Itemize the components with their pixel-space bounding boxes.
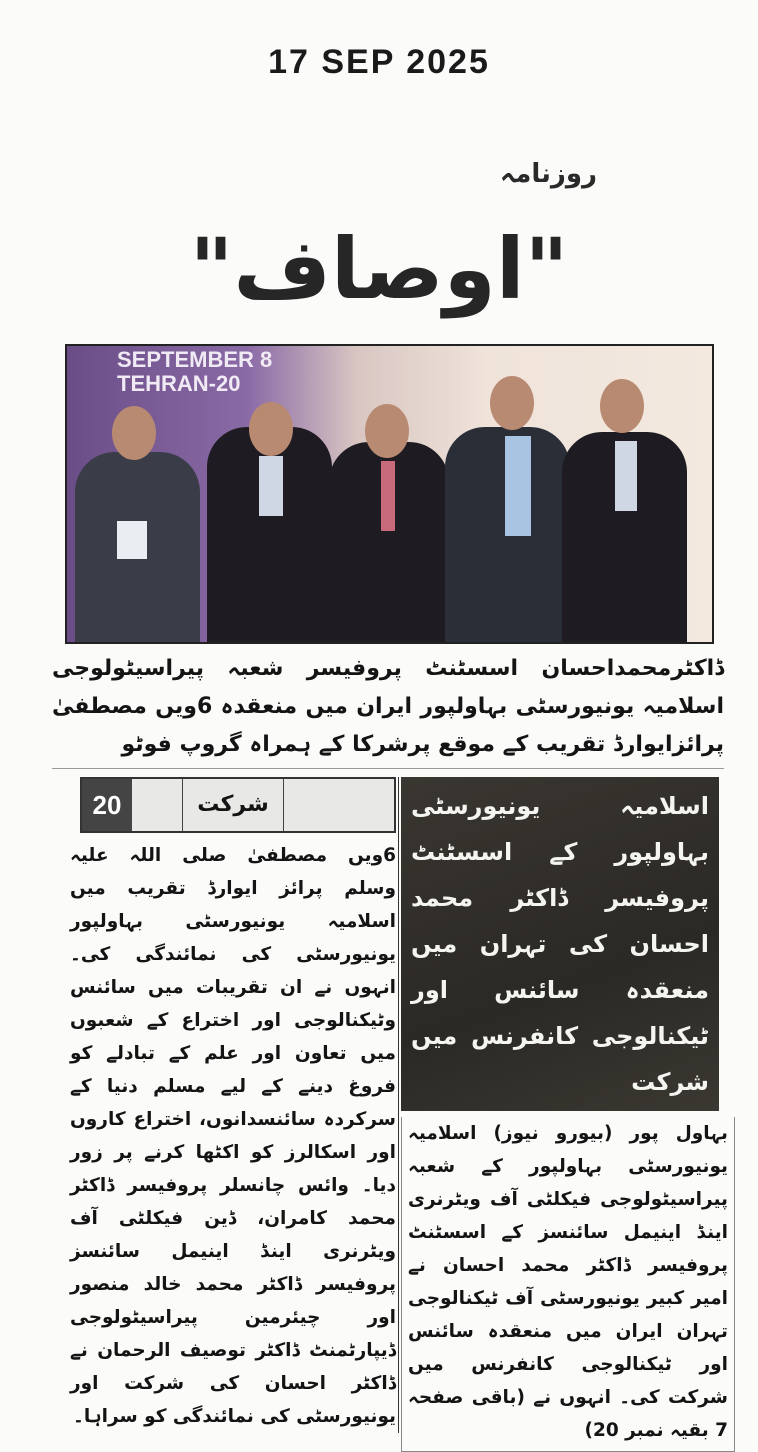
right-article-body: بہاول پور (بیورو نیوز) اسلامیہ یونیورسٹی بہاولپور کے شعبہ پیراسیٹولوجی فیکلٹی آف ویٹرنری اینڈ اینیمل سائنسز کے اسسٹنٹ پروفیسر ڈاکٹر محمد احسان نے امیر کبیر یونیورسٹی آف ٹیکنالوجی تہران ایران میں منعقدہ سائنس اور ٹیکنالوجی کانفرنس میں شرکت کی۔ انہوں نے (باقی صفحہ 7 بقیہ نمبر 20) [401, 1117, 735, 1452]
photo-caption: ڈاکٹرمحمداحسان اسسٹنٹ پروفیسر شعبہ پیراسیٹولوجی اسلامیہ یونیورسٹی بہاولپور ایران میں منعقدہ 6ویں مصطفیٰ پرائزایوارڈ تقریب کے موقع پرشرکا کے ہمراہ گروپ فوٹو [52, 650, 724, 769]
person-head [490, 376, 534, 430]
page-number: 20 [82, 779, 132, 831]
photo-banner [117, 348, 272, 396]
right-column [401, 777, 735, 1452]
group-photo [65, 344, 714, 644]
left-column [70, 777, 399, 1433]
person-shirt [259, 456, 283, 516]
left-article-body: 6ویں مصطفیٰ صلی اللہ علیہ وسلم پرائز ایوارڈ تقریب میں اسلامیہ یونیورسٹی بہاولپور یونیورسٹی کی نمائندگی کی۔ انہوں نے ان تقریبات میں سائنس وٹیکنالوجی اور اختراع کے شعبوں میں تعاون اور علم کے تبادلے کو فروغ دینے کے لیے مسلم دنیا کے سرکردہ سائنسدانوں، اختراع کاروں اور اسکالرز کو اکٹھا کرنے پر زور دیا۔ وائس چانسلر پروفیسر ڈاکٹر محمد کامران، ڈین فیکلٹی آف ویٹرنری اینڈ اینیمل سائنسز پروفیسر ڈاکٹر محمد خالد منصور اور چیئرمین پیراسیٹولوجی ڈیپارٹمنٹ ڈاکٹر توصیف الرحمان نے ڈاکٹر احسان کی شرکت اور یونیورسٹی کی نمائندگی کو سراہا۔ [70, 845, 396, 1427]
section-header [80, 777, 396, 833]
person-head [112, 406, 156, 460]
publication-date: 17 SEP 2025 [268, 43, 490, 81]
person-head [600, 379, 644, 433]
person-shirt [505, 436, 531, 536]
article-headline: اسلامیہ یونیورسٹی بہاولپور کے اسسٹنٹ پروفیسر ڈاکٹر محمد احسان کی تہران میں منعقدہ سائنس اور ٹیکنالوجی کانفرنس میں شرکت [401, 777, 719, 1111]
banner-line: TEHRAN-20 [117, 371, 241, 396]
person-head [249, 402, 293, 456]
person-head [365, 404, 409, 458]
person-badge [117, 521, 147, 559]
section-label: شرکت [182, 779, 284, 831]
person-shirt [615, 441, 637, 511]
person-tie [381, 461, 395, 531]
newspaper-masthead: "اوصاف" [189, 220, 569, 318]
masthead-prefix-row [0, 154, 758, 194]
banner-line: SEPTEMBER 8 [117, 347, 273, 372]
masthead-prefix: روزنامہ [500, 159, 597, 189]
article-columns [0, 777, 758, 1452]
